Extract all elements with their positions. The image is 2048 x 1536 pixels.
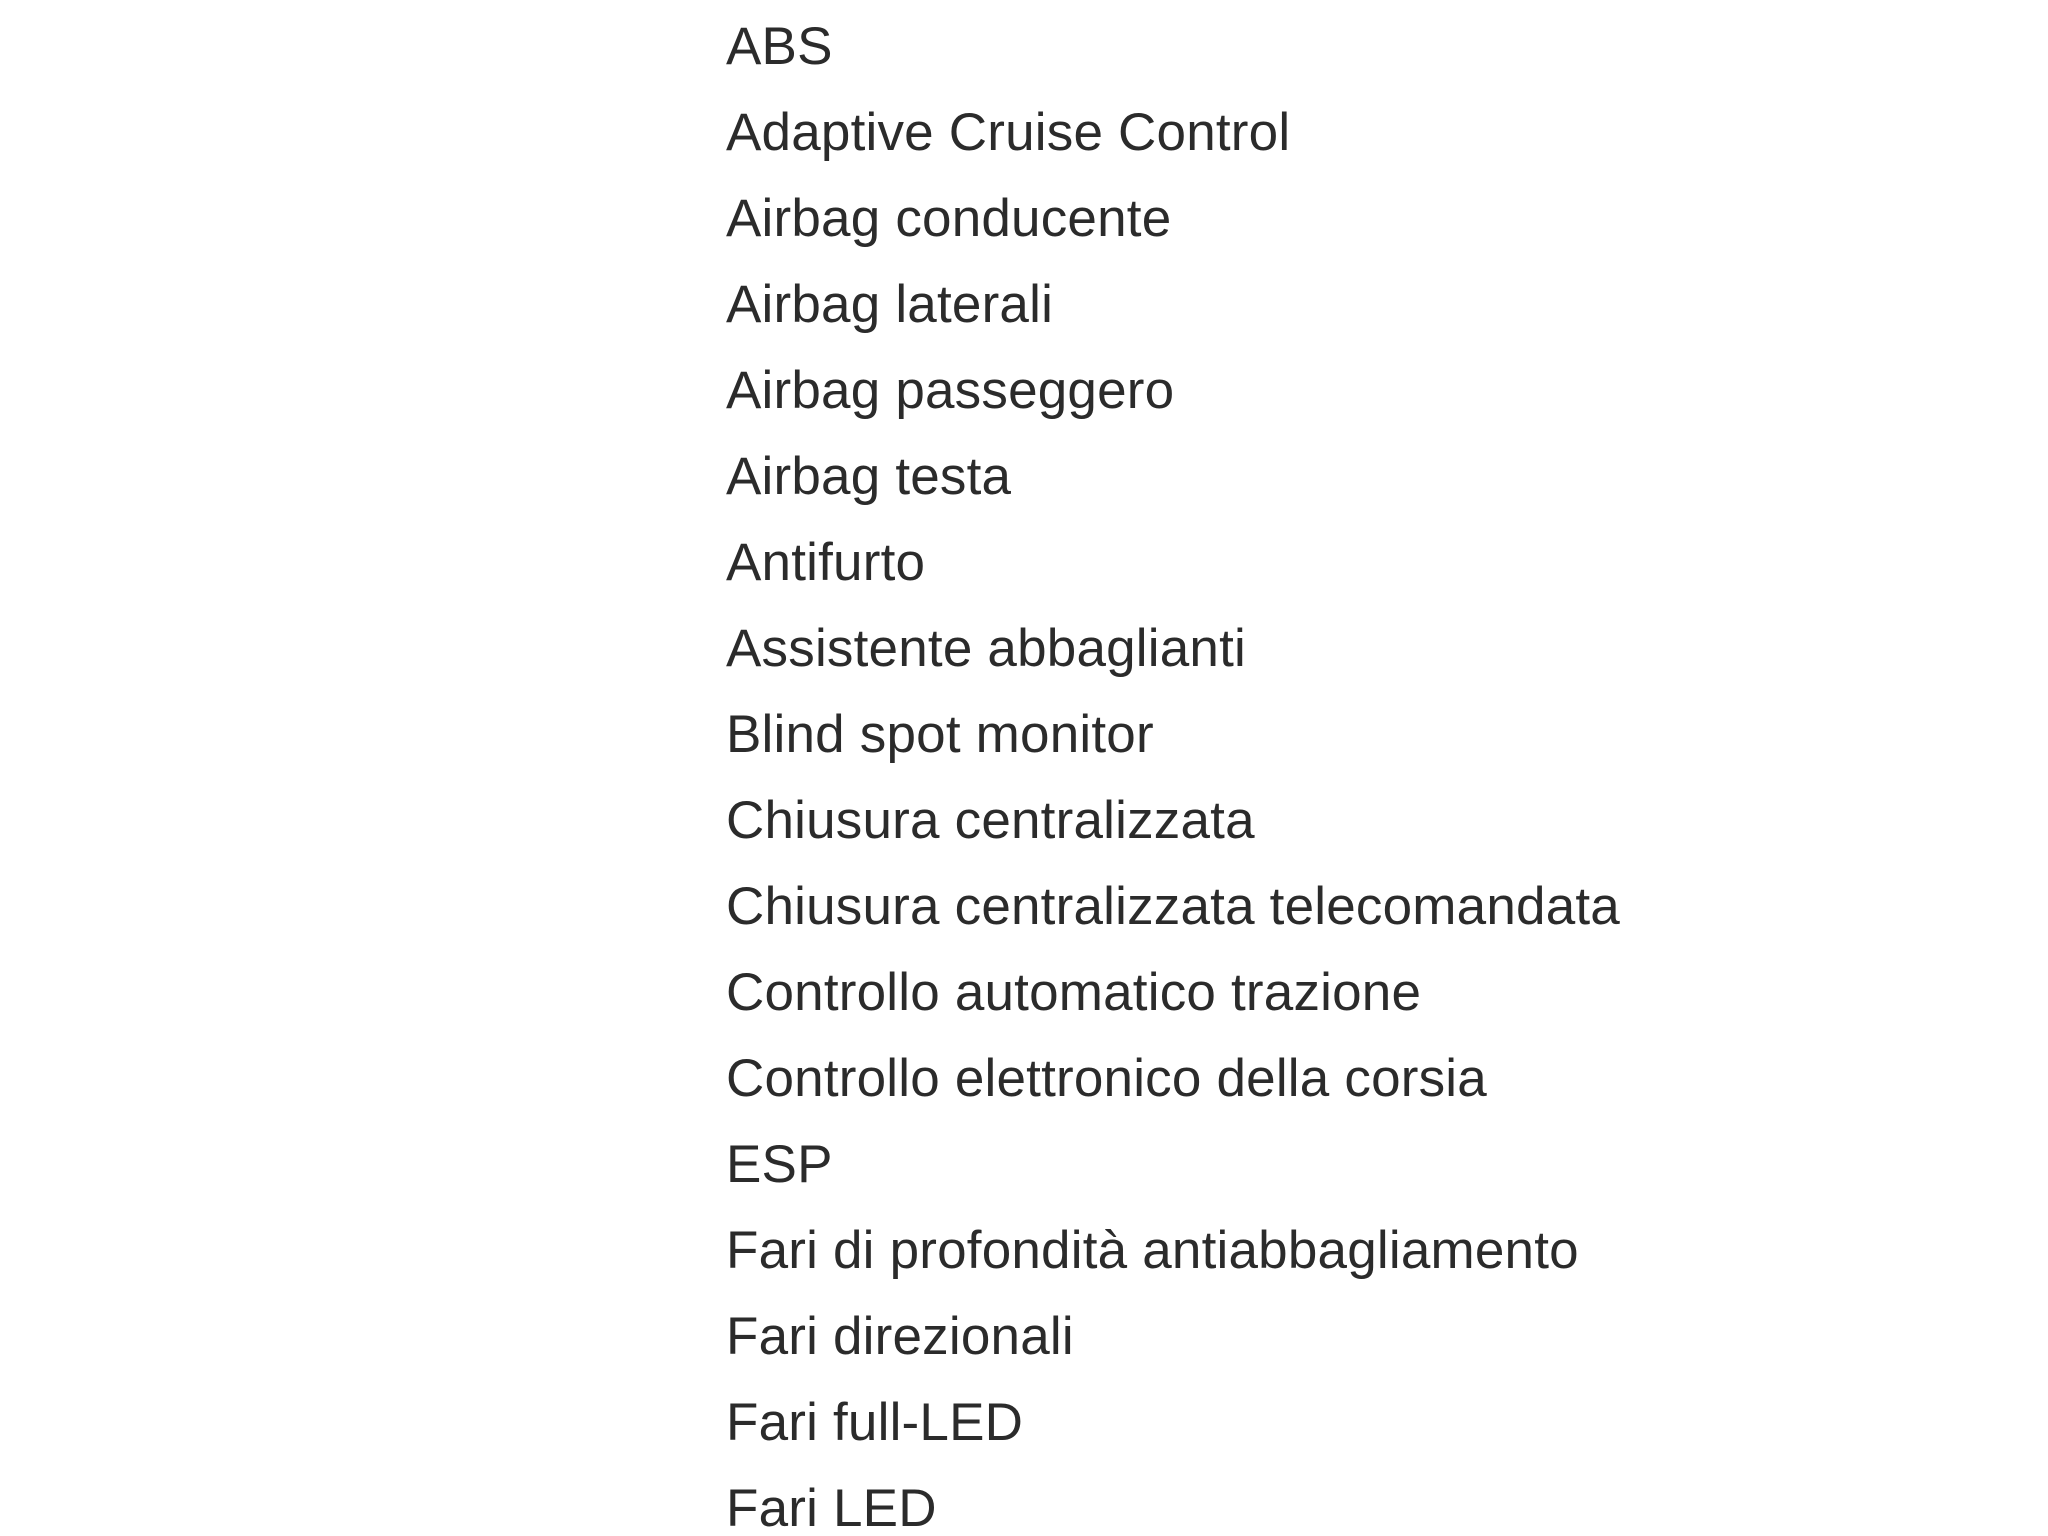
equipment-item-airbag-testa: Airbag testa <box>726 447 1012 506</box>
equipment-item-antifurto: Antifurto <box>726 533 926 592</box>
equipment-item-fari-led: Fari LED <box>726 1479 937 1536</box>
equipment-list <box>726 12 1620 1536</box>
equipment-item-esp: ESP <box>726 1135 833 1194</box>
equipment-item-airbag-passeggero: Airbag passeggero <box>726 361 1175 420</box>
equipment-item-chiusura-centralizzata-telecomandata: Chiusura centralizzata telecomandata <box>726 877 1620 936</box>
equipment-item-controllo-automatico-trazione: Controllo automatico trazione <box>726 963 1422 1022</box>
equipment-item-chiusura-centralizzata: Chiusura centralizzata <box>726 791 1255 850</box>
equipment-item-fari-profondita-antiabbagliamento: Fari di profondità antiabbagliamento <box>726 1221 1579 1280</box>
equipment-item-abs: ABS <box>726 17 833 76</box>
equipment-item-fari-direzionali: Fari direzionali <box>726 1307 1074 1366</box>
equipment-item-adaptive-cruise-control: Adaptive Cruise Control <box>726 103 1291 162</box>
equipment-item-fari-full-led: Fari full-LED <box>726 1393 1024 1452</box>
equipment-item-blind-spot-monitor: Blind spot monitor <box>726 705 1154 764</box>
equipment-item-airbag-laterali: Airbag laterali <box>726 275 1054 334</box>
equipment-item-controllo-elettronico-corsia: Controllo elettronico della corsia <box>726 1049 1487 1108</box>
equipment-item-airbag-conducente: Airbag conducente <box>726 189 1172 248</box>
equipment-item-assistente-abbaglianti: Assistente abbaglianti <box>726 619 1247 678</box>
